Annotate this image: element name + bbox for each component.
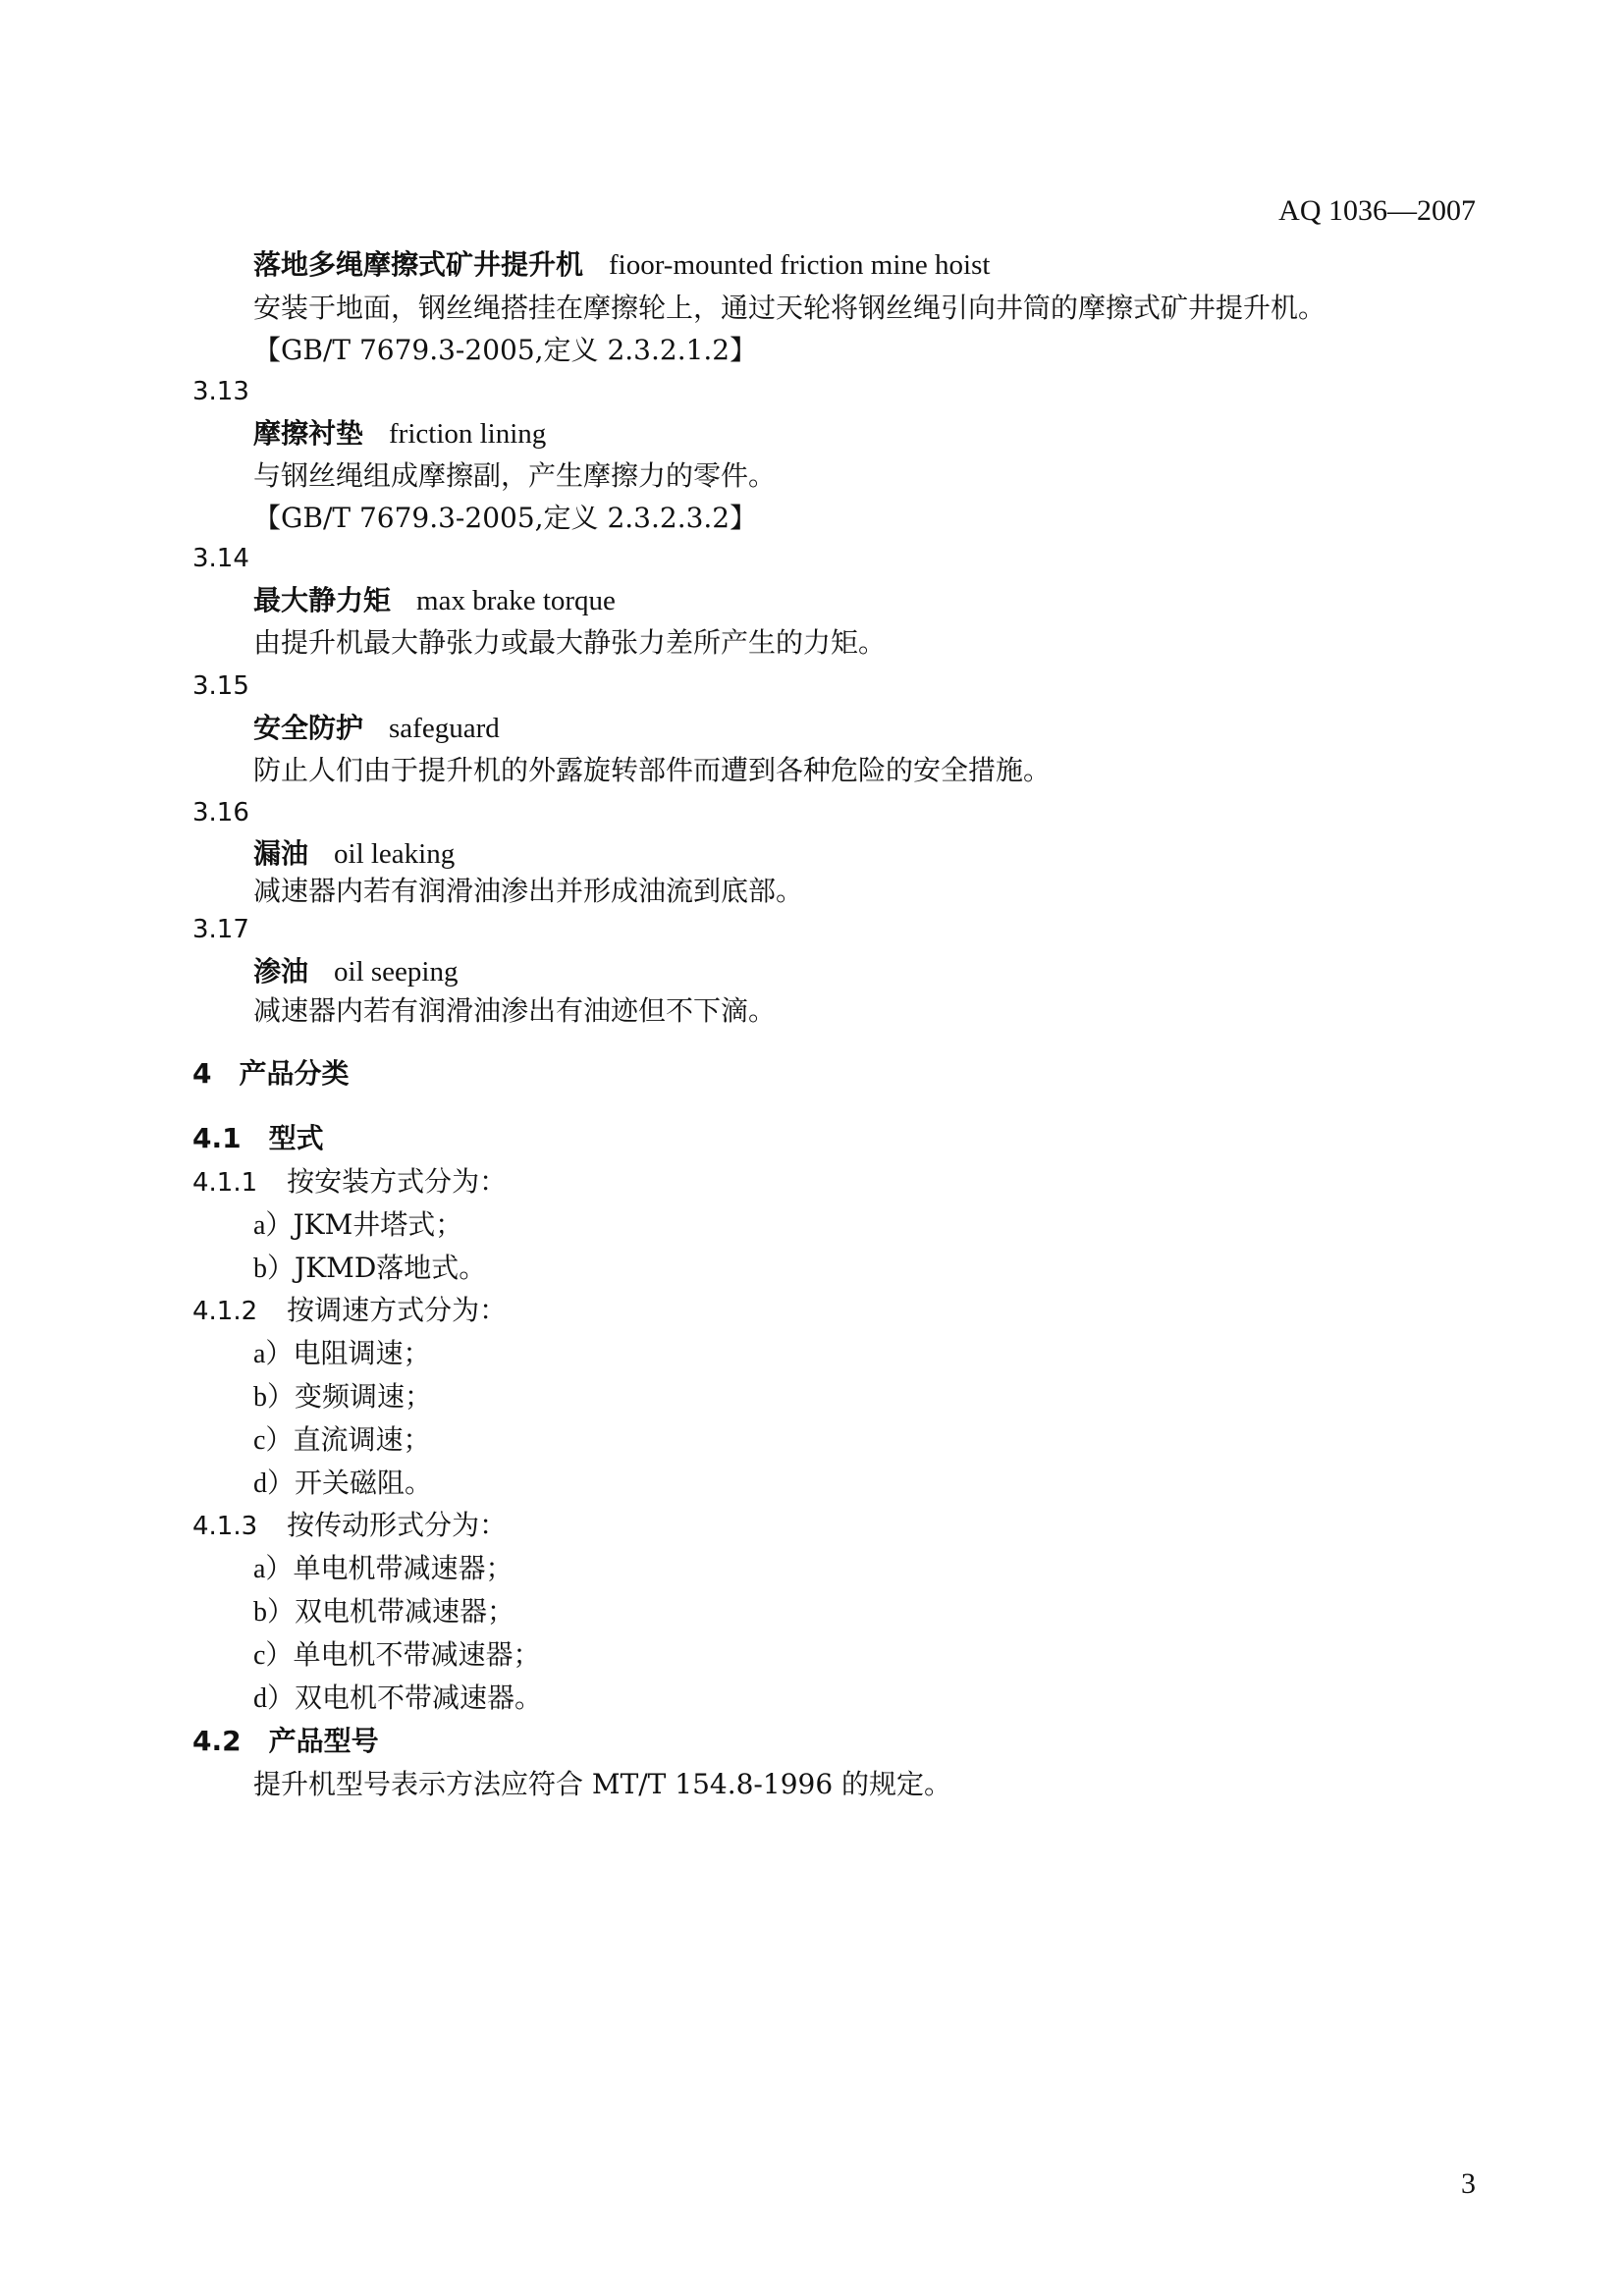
page-number: 3 — [1461, 2167, 1476, 2200]
term-chinese: 漏油 — [253, 837, 309, 870]
subsection-number: 4.2 — [192, 1725, 242, 1757]
term-definition: 减速器内若有润滑油渗出并形成油流到底部。 — [253, 875, 804, 907]
term-heading — [253, 837, 456, 870]
list-item — [253, 1684, 542, 1713]
clause-4-1-2 — [192, 1294, 508, 1326]
clause-text: 按调速方式分为： — [287, 1294, 508, 1326]
list-item-text: 单电机带减速器； — [293, 1552, 514, 1584]
section-heading — [192, 1057, 350, 1090]
clause-number: 4.1.3 — [192, 1512, 258, 1541]
list-item-text: 变频调速； — [295, 1380, 433, 1413]
list-item-text: 双电机带减速器； — [295, 1595, 515, 1628]
term-definition: 与钢丝绳组成摩擦副，产生摩擦力的零件。 — [253, 459, 777, 492]
list-item-label: b） — [253, 1597, 296, 1628]
term-definition: 防止人们由于提升机的外露旋转部件而遭到各种危险的安全措施。 — [253, 754, 1052, 786]
clause-4-1-3 — [192, 1509, 508, 1541]
list-item-label: b） — [253, 1254, 296, 1284]
list-item-text: JKM井塔式； — [293, 1208, 463, 1241]
term-english: oil seeping — [334, 956, 459, 988]
clause-number: 3.16 — [192, 798, 249, 828]
term-english: friction lining — [389, 418, 547, 450]
list-item-label: c） — [253, 1640, 294, 1671]
term-heading — [253, 955, 459, 988]
term-definition: 安装于地面，钢丝绳搭挂在摩擦轮上，通过天轮将钢丝绳引向井筒的摩擦式矿井提升机。 — [253, 292, 1326, 324]
term-english: fioor-mounted friction mine hoist — [609, 249, 991, 281]
clause-4-1-1 — [192, 1165, 508, 1198]
clause-number: 4.1.2 — [192, 1297, 258, 1326]
section-number: 4 — [192, 1057, 212, 1090]
section-title: 产品分类 — [239, 1057, 350, 1090]
term-chinese: 摩擦衬垫 — [253, 417, 364, 450]
list-item — [253, 1638, 541, 1671]
list-item-text: 单电机不带减速器； — [293, 1638, 541, 1671]
list-item — [253, 1208, 463, 1241]
term-reference: 【GB/T 7679.3-2005,定义 2.3.2.3.2】 — [253, 502, 758, 534]
list-item-text: 双电机不带减速器。 — [295, 1682, 543, 1714]
term-heading — [253, 417, 547, 450]
subsection-title: 产品型号 — [268, 1725, 379, 1757]
list-item-label: d） — [253, 1468, 296, 1499]
clause-number: 4.1.1 — [192, 1168, 258, 1198]
list-item-label: d） — [253, 1683, 296, 1714]
clause-number: 3.15 — [192, 671, 249, 701]
list-item — [253, 1380, 433, 1413]
clause-number: 3.13 — [192, 377, 249, 406]
term-chinese: 最大静力矩 — [253, 584, 392, 616]
term-heading — [253, 712, 500, 744]
term-english: max brake torque — [416, 585, 616, 616]
clause-text: 按传动形式分为： — [287, 1509, 508, 1541]
list-item-label: c） — [253, 1425, 294, 1456]
list-item — [253, 1423, 431, 1456]
list-item-label: a） — [253, 1339, 294, 1369]
term-heading — [253, 248, 991, 281]
list-item — [253, 1595, 515, 1628]
list-item — [253, 1469, 432, 1498]
term-heading — [253, 584, 616, 616]
term-definition: 减速器内若有润滑油渗出有油迹但不下滴。 — [253, 994, 777, 1027]
list-item-label: a） — [253, 1210, 294, 1241]
standard-number: AQ 1036—2007 — [1278, 194, 1476, 227]
clause-number: 3.14 — [192, 544, 249, 573]
term-english: safeguard — [389, 713, 500, 744]
term-definition: 由提升机最大静张力或最大静张力差所产生的力矩。 — [253, 626, 887, 659]
list-item — [253, 1552, 514, 1584]
list-item-text: 电阻调速； — [293, 1337, 431, 1369]
list-item-label: a） — [253, 1554, 294, 1584]
list-item-label: b） — [253, 1382, 296, 1413]
list-item — [253, 1252, 487, 1284]
term-reference: 【GB/T 7679.3-2005,定义 2.3.2.1.2】 — [253, 334, 758, 366]
subsection-heading — [192, 1122, 324, 1154]
clause-text: 提升机型号表示方法应符合 MT/T 154.8-1996 的规定。 — [253, 1768, 952, 1800]
clause-text: 按安装方式分为： — [287, 1165, 508, 1198]
clause-number: 3.17 — [192, 915, 249, 944]
list-item-text: 直流调速； — [293, 1423, 431, 1456]
term-english: oil leaking — [334, 838, 456, 870]
subsection-number: 4.1 — [192, 1122, 242, 1154]
term-chinese: 落地多绳摩擦式矿井提升机 — [253, 248, 584, 281]
subsection-heading — [192, 1725, 379, 1757]
term-chinese: 安全防护 — [253, 712, 364, 744]
subsection-title: 型式 — [268, 1122, 324, 1154]
list-item-text: 开关磁阻。 — [295, 1467, 433, 1499]
list-item-text: JKMD落地式。 — [295, 1252, 487, 1284]
list-item — [253, 1337, 431, 1369]
term-chinese: 渗油 — [253, 955, 309, 988]
